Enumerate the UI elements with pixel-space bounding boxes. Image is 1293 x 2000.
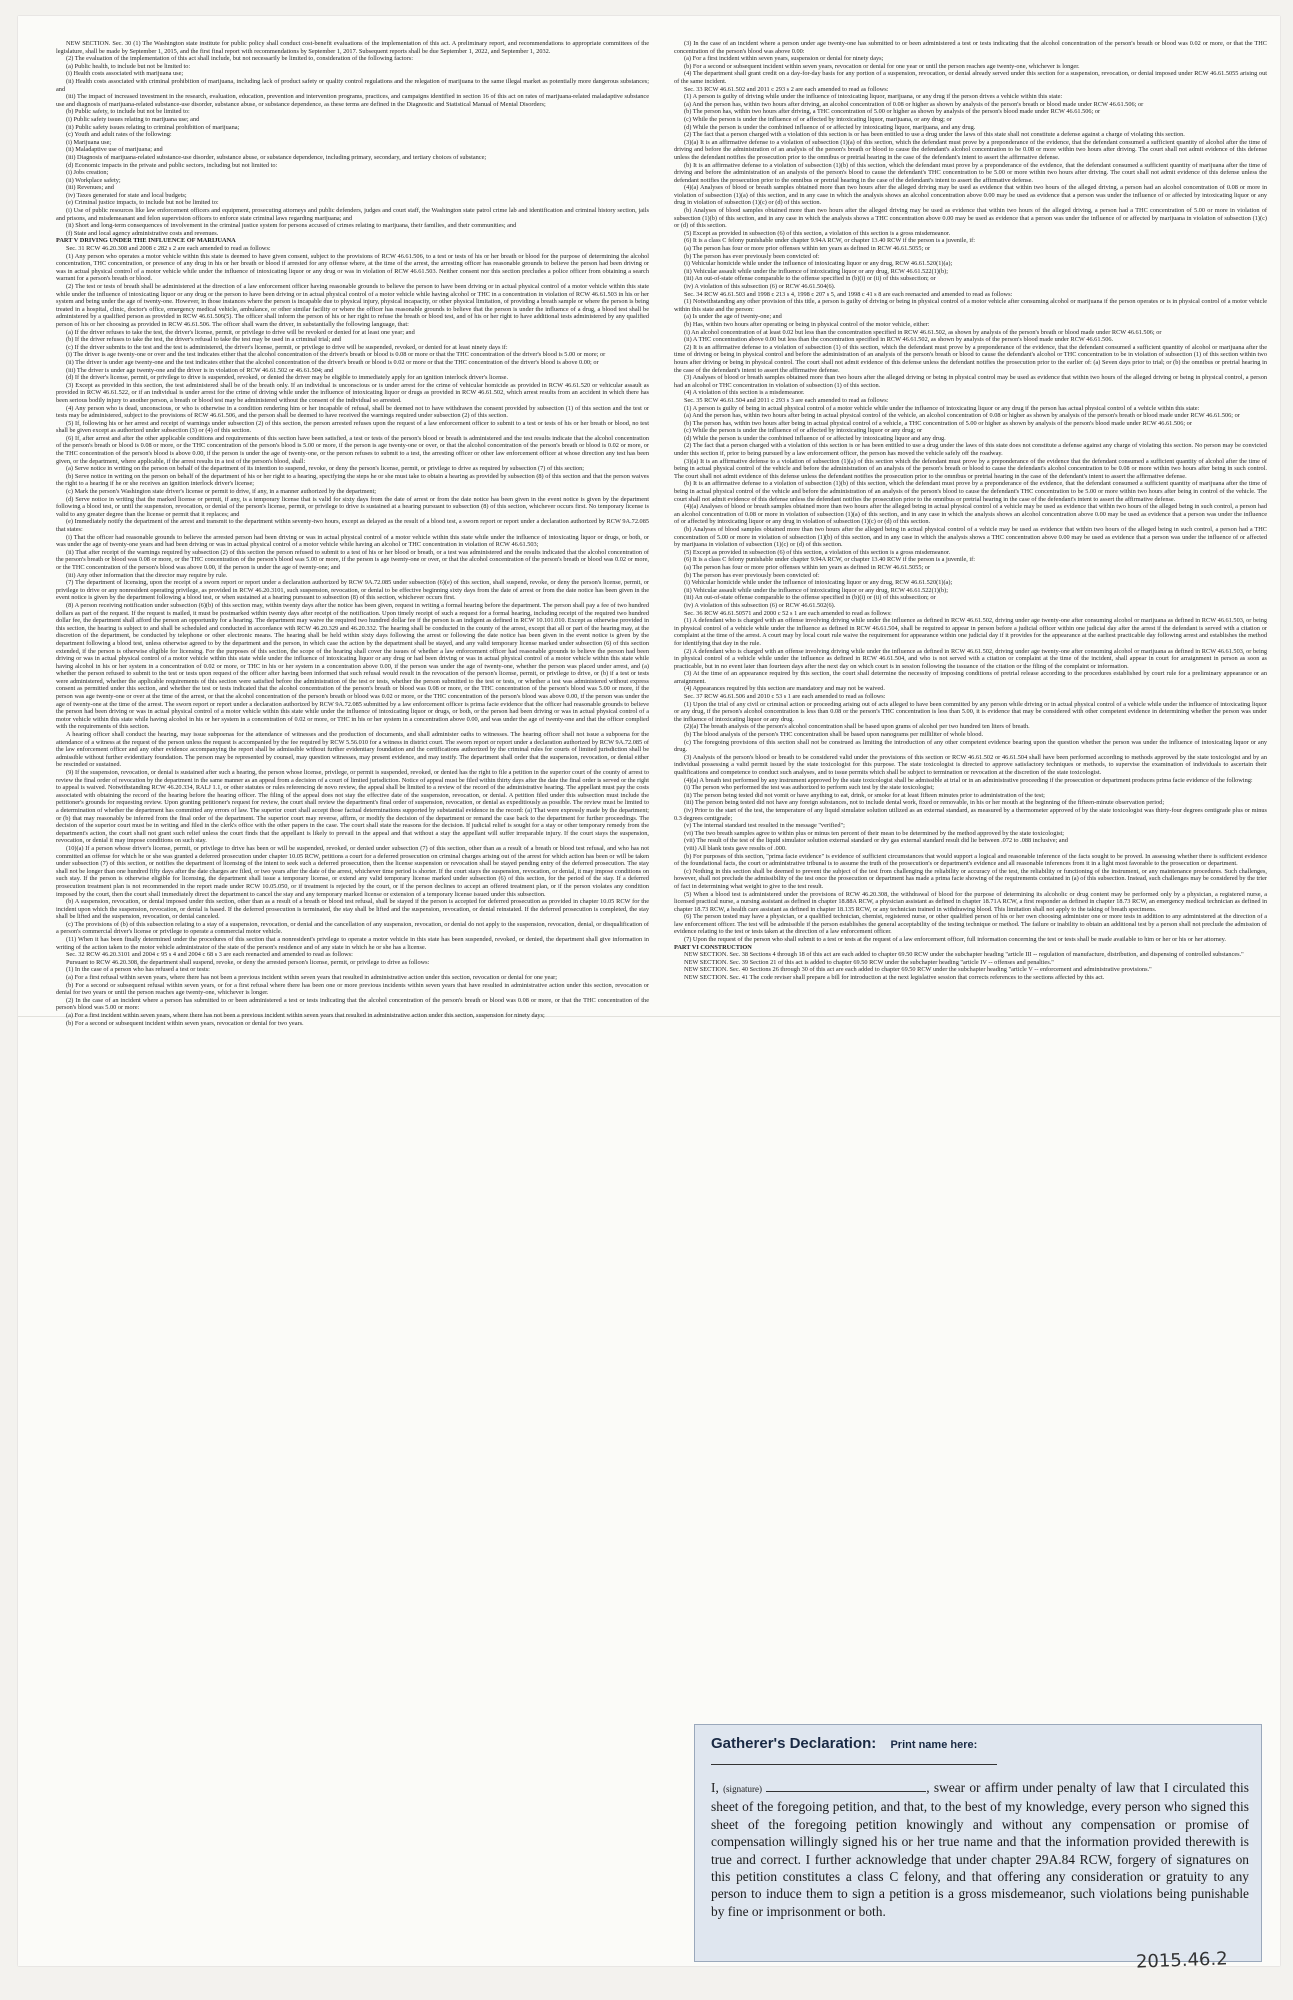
paragraph: (c) Mark the person's Washington state driver's license or permit to drive, if any, in a manner authorized by the department; [66,488,377,496]
paragraph: Sec. 32 RCW 46.20.3101 and 2004 c 95 s 4 and 2004 c 68 s 3 are each reenacted and amended to read as follows: [66,951,353,959]
paragraph: (vii) The result of the test of the liquid simulator solution external standard or dry gas external standard result did lie between .072 to .088 inclusive; and [684,837,1068,845]
paragraph: (2) In the case of an incident where a person has submitted to or been administered a test or tests indicating that the alcohol concentration of the person's breath or blood was 0.08 or more, or that the THC concentration of the person's blood was 5.00 or more: [56,996,649,1012]
gatherers-declaration-box [694,1724,1262,1962]
right-text-column [674,40,1267,1710]
i-label: I, [711,1780,719,1795]
paragraph: (6) The person tested may have a physician, or a qualified technician, chemist, registered nurse, or other qualified person of his or her own choosing administer one or more tests in addition to any administered at the direction of a law enforcement officer. The test will be admissible if the person establishes the general acceptability of the testing technique or method. The failure or inability to obtain an additional test by a person shall not preclude the admission of evidence relating to the test or tests taken at the direction of a law enforcement officer. [674,913,1267,936]
paragraph: Sec. 37 RCW 46.61.506 and 2010 c 53 s 1 are each amended to read as follows: [684,693,886,701]
paragraph: (5) When a blood test is administered under the provisions of RCW 46.20.308, the withdrawal of blood for the purpose of determining its alcoholic or drug content may be performed only by a physician, a registered nurse, a licensed practical nurse, a nursing assistant as defined in chapter 18.88A RCW, a physician assistant as defined in chapter 18.71A RCW, a first responder as defined in chapter 18.73 RCW, an emergency medical technician as defined in chapter 18.73 RCW, a health care assistant as defined in chapter 18.135 RCW, or any technician trained in withdrawing blood. This limitation shall not apply to the taking of breath specimens. [674,890,1267,913]
paragraph: (1) A person is guilty of being in actual physical control of a motor vehicle while under the influence of intoxicating liquor or any drug if the person has actual physical control of a vehicle within this state: [684,404,1200,412]
paragraph: (b) For a second or subsequent refusal within seven years, or for a first refusal where there has been one or more previous incidents within seven years that have resulted in administrative action under this section, revocation or denial for two years or until the person reaches age twenty-one, whichever is longer. [56,981,649,997]
paragraph: (i) Marijuana use; [66,138,112,146]
paragraph: (a) The person has four or more prior offenses within ten years as defined in RCW 46.61.5055; or [684,245,931,253]
paragraph: (b) For purposes of this section, "prima facie evidence" is evidence of sufficient circumstances that would support a logical and reasonable inference of the facts sought to be proved. In assessing whether there is sufficient evidence of the foundational facts, the court or administrative tribunal is to assume the truth of the prosecution's or department's evidence and all reasonable inferences from it in a light most favorable to the prosecution or department. [674,852,1267,868]
paragraph: (b) The person has, within two hours after being in actual physical control of a vehicle, a THC concentration of 5.00 or higher as shown by analysis of the person's blood made under RCW 46.61.506; or [684,419,1192,427]
paragraph: (viii) All blank tests gave results of .000. [684,844,787,852]
left-text-column [56,40,649,1966]
paragraph: (iii) An out-of-state offense comparable to the offense specified in (b)(i) or (ii) of this subsection; or [684,594,936,602]
paragraph: (f) State and local agency administrative costs and revenues. [66,229,219,237]
paragraph: NEW SECTION. Sec. 41 The code reviser shall prepare a bill for introduction at the next legislative session that corrects references to the sections affected by this act. [684,974,1105,982]
gatherer-title: Gatherer's Declaration: [711,1735,877,1752]
paragraph: (3)(a) It is an affirmative defense to a violation of subsection (1)(a) of this section which the defendant must prove by a preponderance of the evidence that the defendant consumed a sufficient quantity of alcohol after the time of being in actual physical control of the vehicle and before the administration of an analysis of the person's breath or blood to cause the defendant's alcohol concentration to be 0.08 or more within two hours after being in such control. The court shall not admit evidence of this defense unless the defendant notifies the prosecution prior to the omnibus or pretrial hearing in the case of the defendant's intent to assert the affirmative defense. [674,457,1267,480]
paragraph: (10)(a) If a person whose driver's license, permit, or privilege to drive has been or will be suspended, revoked, or denied under subsection (7) of this section, other than as a result of a breath or blood test refusal, and who has not committed an offense for which he or she was granted a deferred prosecution under chapter 10.05 RCW, petitions a court for a deferred prosecution on criminal charges arising out of the arrest for which action has been or will be taken under subsection (7) of this section, or notifies the department of licensing of the intent to seek such a deferred prosecution, then the license suspension or revocation shall be stayed pending entry of the deferred prosecution. The stay shall not be longer than one hundred fifty days after the date charges are filed, or two years after the date of the arrest, whichever time period is shorter. If the court stays the suspension, revocation, or denial, it may impose conditions on such stay. If the person is otherwise eligible for licensing, the department shall issue a temporary license, or extend any valid temporary license marked under subsection (6) of this section, for the period of the stay. If a deferred prosecution treatment plan is not recommended in the report made under RCW 10.05.050, or if treatment is rejected by the court, or if the person declines to accept an offered treatment plan, or if the person violates any condition imposed by the court, then the court shall immediately direct the department to cancel the stay and any temporary marked license or extension of a temporary license issued under this subsection. [56,844,649,898]
paragraph: (v) The internal standard test resulted in the message "verified"; [684,822,845,830]
paragraph: (1) Any person who operates a motor vehicle within this state is deemed to have given consent, subject to the provisions of RCW 46.61.506, to a test or tests of his or her breath or blood for the purpose of determining the alcohol concentration, THC concentration, or presence of any drug in his or her breath or blood if arrested for any offense where, at the time of the arrest, the arresting officer has reasonable grounds to believe the person had been driving or was in actual physical control of a motor vehicle while under the influence of intoxicating liquor or any drug or was in violation of RCW 46.61.503. Neither consent nor this section precludes a police officer from obtaining a search warrant for a person's breath or blood. [56,252,649,283]
paragraph: (ii) Workplace safety; [66,176,121,184]
paragraph: (2) It is an affirmative defense to a violation of subsection (1) of this section, which the defendant must prove by a preponderance of the evidence, that the defendant consumed a sufficient quantity of alcohol or marijuana after the time of driving or being in physical control and before the administration of an analysis of the person's breath or blood to cause the defendant's alcohol or THC concentration to be in violation of subsection (1) of this section within two hours after driving or being in physical control. The court shall not admit evidence of this defense unless the defendant notifies the prosecution prior to the earlier of: (a) Seven days prior to trial; or (b) the omnibus or pretrial hearing in the case of the defendant's intent to assert the affirmative defense. [674,343,1267,374]
paragraph: (1) Upon the trial of any civil or criminal action or proceeding arising out of acts alleged to have been committed by any person while driving or in actual physical control of a vehicle while under the influence of intoxicating liquor or any drug, if the person's alcohol concentration is less than 0.08 or the person's THC concentration is less than 5.00, it is evidence that may be considered with other competent evidence in determining whether the person was under the influence of intoxicating liquor or any drug. [674,700,1267,723]
declaration-body: , swear or affirm under penalty of law that I circulated this sheet of the foregoing petition, and that, to the best of my knowledge, every person who signed this sheet of the foregoing petition knowingly and without any compensation or promise of compensation willingly signed his or her true name and that the information provided therewith is true and correct. I further acknowledge that under chapter 29A.84 RCW, forgery of signatures on this petition constitutes a class C felony, and that offering any consideration or gratuity to any person to induce them to sign a petition is a gross misdemeanor, such violations being punishable by fine or imprisonment or both. [711,1780,1249,1919]
signature-label: (signature) [723,1784,763,1794]
paragraph: (a) And the person has, within two hours after driving, an alcohol concentration of 0.08 or higher as shown by analysis of the person's breath or blood made under RCW 46.61.506; or [684,100,1144,108]
paragraph: (a) For a first refusal within seven years, where there has not been a previous incident within seven years that resulted in administrative action under this section, revocation or denial for one year; [66,974,557,982]
section-heading: PART VI CONSTRUCTION [674,943,752,951]
paragraph: (b) Analyses of blood samples obtained more than two hours after the alleged driving may be used as evidence that within two hours of the alleged driving, a person had a THC concentration of 5.00 or more in violation of subsection (1)(b) of this section, and in any case in which the analysis shows a THC concentration above 0.00 may be used as evidence that a person was under the influence of or affected by marijuana in violation of subsection (1)(c) or (d) of this section. [674,207,1267,230]
paragraph: (c) While the person is under the influence of or affected by intoxicating liquor or any drug; or [684,427,923,435]
paragraph: (7) The department of licensing, upon the receipt of a sworn report or report under a declaration authorized by RCW 9A.72.085 under subsection (6)(e) of this section, shall suspend, revoke, or deny the person's license, permit, or privilege to drive or any nonresident operating privilege, as provided in RCW 46.20.3101, such suspension, revocation, or denial to be effective beginning sixty days from the date of arrest or from the date notice has been given in the event notice is given by the department following a blood test, or when sustained at a hearing pursuant to subsection (8) of this section, whichever occurs first. [56,579,649,602]
paragraph: (e) Criminal justice impacts, to include but not be limited to: [66,199,219,207]
paragraph: (ii) A THC concentration above 0.00 but less than the concentration specified in RCW 46.61.502, as shown by analysis of the person's blood made under RCW 46.61.506. [684,336,1114,344]
paragraph: (iii) Diagnosis of marijuana-related substance-use disorder, substance abuse, or substance dependence, including primary, secondary, and tertiary choices of substance; [66,153,487,161]
paragraph: (c) If the driver submits to the test and the test is administered, the driver's license, permit, or privilege to drive will be suspended, revoked, or denied for at least ninety days if: [66,343,508,351]
paragraph: (b) Has, within two hours after operating or being in physical control of the motor vehicle, either: [684,320,930,328]
paragraph: (b) The person has, within two hours after driving, a THC concentration of 5.00 or higher as shown by analysis of the person's blood made under RCW 46.61.506; or [684,108,1101,116]
paragraph: (iii) Revenues; and [66,184,114,192]
paragraph: (a) For a first incident within seven years, suspension or denial for ninety days; [684,55,884,63]
paragraph: (3)(a) It is an affirmative defense to a violation of subsection (1)(a) of this section, which the defendant must prove by a preponderance of the evidence, that the defendant consumed a sufficient quantity of alcohol after the time of driving and before the administration of an analysis of the person's breath or blood to cause the defendant's alcohol concentration to be 0.08 or more within two hours after driving. The court shall not admit evidence of this defense unless the defendant notifies the prosecution prior to the omnibus or pretrial hearing in the case of the defendant's intent to assert the affirmative defense. [674,138,1267,161]
paragraph: (5) If, following his or her arrest and receipt of warnings under subsection (2) of this section, the person arrested refuses upon the request of a law enforcement officer to submit to a test or tests of his or her breath or blood, no test shall be given except as authorized under subsection (3) or (4) of this section. [56,419,649,435]
paragraph: (i) Health costs associated with marijuana use; [66,70,184,78]
paragraph: (4)(a) Analyses of blood or breath samples obtained more than two hours after the alleged driving may be used as evidence that within two hours of the alleged driving, a person had an alcohol concentration of 0.08 or more in violation of subsection (1)(a) of this section, and in any case in which the analysis shows an alcohol concentration above 0.00 may be used as evidence that a person was under the influence of or affected by intoxicating liquor or any drug in violation of subsection (1)(c) or (d) of this section. [674,184,1267,207]
paragraph: (iii) The person being tested did not have any foreign substances, not to include dental work, fixed or removable, in his or her mouth at the beginning of the fifteen-minute observation period; [684,799,1165,807]
paragraph: (b) Serve notice in writing on the person on behalf of the department of his or her right to a hearing, specifying the steps he or she must take to obtain a hearing as provided by subsection (8) of this section and that the person waives the right to a hearing if he or she receives an ignition interlock driver's license; [56,472,649,488]
paragraph: (b) For a second or subsequent incident within seven years, revocation or denial for one year or until the person reaches age twenty-one, whichever is longer. [684,62,1080,70]
paragraph: (a) Is under the age of twenty-one; and [684,313,782,321]
declaration-text [711,1779,1249,1920]
paragraph: (a) And the person has, within two hours after being in actual physical control of the vehicle, an alcohol concentration of 0.08 or higher as shown by analysis of the person's breath or blood made under RCW 46.61.506; or [684,412,1240,420]
paragraph: NEW SECTION. Sec. 38 Sections 4 through 18 of this act are each added to chapter 69.50 RCW under the subchapter heading "article III -- regulation of manufacture, distribution, and dispensing of controlled substances." [684,951,1244,959]
paragraph: (d) Serve notice in writing that the marked license or permit, if any, is a temporary license that is valid for sixty days from the date of arrest or from the date notice has been given in the event notice is given by the department following a blood test, or until the suspension, revocation, or denial of the person's license, permit, or privilege to drive is sustained at a hearing pursuant to subsection (8) of this section, whichever occurs first. No temporary license is valid to any greater degree than the license or permit that it replaces; and [56,495,649,518]
paragraph: (d) If the driver's license, permit, or privilege to drive is suspended, revoked, or denied the driver may be eligible to immediately apply for an ignition interlock driver's license. [66,374,509,382]
paragraph: (b) The blood analysis of the person's THC concentration shall be based upon nanograms per milliliter of whole blood. [684,731,984,739]
section-heading: PART V DRIVING UNDER THE INFLUENCE OF MARIJUANA [56,237,236,245]
paragraph: (i) Vehicular homicide while under the influence of intoxicating liquor or any drug, RCW 46.61.520(1)(a); [684,260,953,268]
paragraph: (3) Analyses of blood or breath samples obtained more than two hours after the alleged driving or being in physical control may be used as evidence that within two hours of the alleged driving or being in physical control, a person had an alcohol or THC concentration in violation of subsection (1) of this section. [674,374,1267,389]
paragraph: (3) Except as provided in this section, the test administered shall be of the breath only. If an individual is unconscious or is under arrest for the crime of vehicular homicide as provided in RCW 46.61.520 or vehicular assault as provided in RCW 46.61.522, or if an individual is under arrest for the crime of driving while under the influence of intoxicating liquor or drugs as provided in RCW 46.61.502, which arrest results from an accident in which there has been serious bodily injury to another person, a breath or blood test may be administered without the consent of the individual so arrested. [56,381,649,404]
paragraph: (iv) Prior to the start of the test, the temperature of any liquid simulator solution utilized as an external standard, as measured by a thermometer approved of by the state toxicologist was thirty-four degrees centigrade plus or minus 0.3 degrees centigrade; [674,806,1267,822]
paragraph: (2) The fact that a person charged with a violation of this section is or has been entitled to use a drug under the laws of this state does not constitute a defense against any charge of violating this section. No person may be convicted under this section if, prior to being pursued by a law enforcement officer, the person has moved the vehicle safely off the roadway. [674,442,1267,458]
paragraph: (ii) That after receipt of the warnings required by subsection (2) of this section the person refused to submit to a test of his or her blood or breath, or a test was administered and the results indicated that the alcohol concentration of the person's breath or blood was 0.08 or more, or the THC concentration of the person's blood was 5.00 or more, if the person is age twenty-one or over, or that the alcohol concentration of the person's breath or blood was 0.02 or more, or the THC concentration of the person's blood was above 0.00, if the person is under the age of twenty-one; and [56,548,649,571]
paragraph: (b) If the driver refuses to take the test, the driver's refusal to take the test may be used in a criminal trial; and [66,336,341,344]
paragraph: (c) Youth and adult rates of the following: [66,131,172,139]
paragraph: (b) Analyses of blood samples obtained more than two hours after the alleged being in actual physical control of a vehicle may be used as evidence that within two hours of the alleged being in such control, a person had a THC concentration of 5.00 or more in violation of subsection (1)(b) of this section, and in any case in which the analysis shows a THC concentration above 0.00 may be used as evidence that a person was under the influence of or affected by marijuana in violation of subsection (1)(c) or (d) of this section. [674,526,1267,549]
paragraph: (6) If, after arrest and after the other applicable conditions and requirements of this section have been satisfied, a test or tests of the person's blood or breath is administered and the test results indicate that the alcohol concentration of the person's breath or blood is 0.08 or more, or the THC concentration of the person's blood is 5.00 or more, if the person is age twenty-one or over, or that the alcohol concentration of the person's breath or blood is 0.02 or more, or the THC concentration of the person's blood is above 0.00, if the person is under the age of twenty-one, or the person refuses to submit to a test, the arresting officer or other law enforcement officer at whose direction any test has been given, or the department, where applicable, if the arrest results in a test of the person's blood, shall: [56,434,649,465]
paragraph: (a) For a first incident within seven years, where there has not been a previous incident within seven years that resulted in administrative action under this section, suspension for ninety days; [66,1012,545,1019]
paragraph: (i) Jobs creation; [66,169,109,177]
paragraph: (1) Notwithstanding any other provision of this title, a person is guilty of driving or being in physical control of a motor vehicle after consuming alcohol or marijuana if the person operates or is in physical control of a motor vehicle within this state and the person: [674,298,1267,313]
paragraph: Pursuant to RCW 46.20.308, the department shall suspend, revoke, or deny the arrested person's license, permit, or privilege to drive as follows: [66,958,430,966]
paragraph: (vi) The two breath samples agree to within plus or minus ten percent of their mean to be determined by the method approved by the state toxicologist; [684,829,1065,837]
paragraph: (i) That the officer had reasonable grounds to believe the arrested person had been driving or was in actual physical control of a motor vehicle within this state while under the influence of intoxicating liquor or drugs, or both, or was under the age of twenty-one years and had been driving or was in actual physical control of a motor vehicle while having an alcohol or THC concentration in violation of RCW 46.61.503; [56,533,649,549]
paragraph: NEW SECTION. Sec. 30 (1) The Washington state institute for public policy shall conduct cost-benefit evaluations of the implementation of this act. A preliminary report, and recommendations to appropriate committees of the legislature, shall be made by September 1, 2015, and the first final report with recommendations by September 1, 2017. Subsequent reports shall be due September 1, 2022, and September 1, 2032. [56,40,649,55]
paragraph: NEW SECTION. Sec. 39 Section 21 of this act is added to chapter 69.50 RCW under the subchapter heading "article IV -- offenses and penalties." [684,958,1054,966]
paragraph: (2) A defendant who is charged with an offense involving driving while under the influence as defined in RCW 46.61.502, driving under age twenty-one after consuming alcohol or marijuana as defined in RCW 46.61.503, or being in physical control of a vehicle while under the influence as defined in RCW 46.61.504, and who is not served with a citation or complaint at the time of the incident, shall appear in court for arraignment in person as soon as practicable, but in no event later than fourteen days after the next day on which court is in session following the issuance of the citation or the filing of the complaint or information. [674,647,1267,670]
paragraph: Sec. 35 RCW 46.61.504 and 2011 c 293 s 3 are each amended to read as follows: [684,396,889,404]
paragraph: (i) Vehicular homicide while under the influence of intoxicating liquor or any drug, RCW 46.61.520(1)(a); [684,579,953,587]
paragraph: (4) Any person who is dead, unconscious, or who is otherwise in a condition rendering him or her incapable of refusal, shall be deemed not to have withdrawn the consent provided by subsection (1) of this section and the test or tests may be administered, subject to the provisions of RCW 46.61.506, and the person shall be deemed to have received the warnings required under subsection (2) of this section. [56,404,649,420]
archive-stamp: 2015.46.2 [1135,1948,1228,1973]
paragraph: (2) The fact that a person charged with a violation of this section is or has been entitled to use a drug under the laws of this state shall not constitute a defense against a charge of violating this section. [684,131,1185,139]
paragraph: (ii) The person being tested did not vomit or have anything to eat, drink, or smoke for at least fifteen minutes prior to administration of the test; [684,791,1045,799]
paragraph: (b) A suspension, revocation, or denial imposed under this section, other than as a result of a breath or blood test refusal, shall be stayed if the person is accepted for deferred prosecution as provided in chapter 10.05 RCW for the incident upon which the suspension, revocation, or denial is based. If the deferred prosecution is terminated, the stay shall be lifted and the suspension, revocation, or denial reinstated. If the deferred prosecution is completed, the stay shall be lifted and the suspension, revocation, or denial canceled. [56,898,649,921]
paragraph: (iv) Taxes generated for state and local budgets; [66,191,187,199]
paragraph: Sec. 33 RCW 46.61.502 and 2011 c 293 s 2 are each amended to read as follows: [684,85,889,93]
paragraph: Sec. 34 RCW 46.61.503 and 1998 c 213 s 4, 1998 c 207 s 5, and 1998 c 41 s 8 are each reenacted and amended to read as follows: [684,290,1013,298]
paragraph: (iv) A violation of this subsection (6) or RCW 46.61.502(6). [684,601,836,609]
signature-line[interactable] [766,1779,926,1792]
paragraph: (i) Use of public resources like law enforcement officers and equipment, prosecuting attorneys and public defenders, judges and court staff, the Washington state patrol crime lab and identification and criminal history section, jails and prisons, and misdemeanant and felon supervision officers to enforce state criminal laws regarding marijuana; and [56,207,649,222]
paragraph: (4) A violation of this section is a misdemeanor. [684,389,805,397]
paragraph: (i) An alcohol concentration of at least 0.02 but less than the concentration specified in RCW 46.61.502, as shown by analysis of the person's breath or blood made under RCW 46.61.506; or [684,328,1162,336]
paragraph: (d) While the person is under the combined influence of or affected by intoxicating liquor and any drug. [684,434,946,442]
paragraph: (4)(a) A breath test performed by any instrument approved by the state toxicologist shall be admissible at trial or in an administrative proceeding if the prosecution or department produces prima facie evidence of the following: [684,776,1253,784]
paragraph: (ii) Health costs associated with criminal prohibition of marijuana, including lack of product safety or quality control regulations and the relegation of marijuana to the same illegal market as potentially more dangerous substances; and [56,77,649,93]
paragraph: (iv) A violation of this subsection (6) or RCW 46.61.504(6). [684,283,836,290]
paragraph: (c) While the person is under the influence of or affected by intoxicating liquor, marijuana, or any drug; or [684,115,952,123]
paragraph: (iii) The driver is under age twenty-one and the driver is in violation of RCW 46.61.502 or 46.61.504; and [66,366,334,374]
paragraph: (3) Analysis of the person's blood or breath to be considered valid under the provisions of this section or RCW 46.61.502 or 46.61.504 shall have been performed according to methods approved by the state toxicologist and by an individual possessing a valid permit issued by the state toxicologist for this purpose. The state toxicologist is directed to approve satisfactory techniques or methods, to supervise the examination of individuals to ascertain their qualifications and competence to conduct such analyses, and to issue permits which shall be subject to termination or revocation at the discretion of the state toxicologist. [674,753,1267,776]
paragraph: (b) The person has ever previously been convicted of: [684,252,820,260]
paragraph: (a) Public health, to include but not be limited to: [66,62,191,70]
paragraph: (ii) Public safety issues relating to criminal prohibition of marijuana; [66,123,240,131]
paragraph: (c) The foregoing provisions of this section shall not be construed as limiting the introduction of any other competent evidence bearing upon the question whether the person was under the influence of intoxicating liquor or any drug. [674,738,1267,754]
paragraph: (b) For a second or subsequent incident within seven years, revocation or denial for two years. [66,1019,304,1027]
paragraph: (a) If the driver refuses to take the test, the driver's license, permit, or privilege to drive will be revoked or denied for at least one year; and [66,328,415,336]
paragraph: Sec. 31 RCW 46.20.308 and 2008 c 282 s 2 are each amended to read as follows: [66,245,271,253]
print-name-label: Print name here: [890,1739,978,1751]
paragraph: (i) The driver is age twenty-one or over and the test indicates either that the alcohol concentration of the driver's breath or blood is 0.08 or more or that the THC concentration of the driver's blood is 5.00 or more; or [66,351,606,359]
paragraph: (b) Public safety, to include but not be limited to: [66,108,190,116]
paragraph: (6) It is a class C felony punishable under chapter 9.94A RCW, or chapter 13.40 RCW if the person is a juvenile, if: [684,556,975,564]
paragraph: (2)(a) The breath analysis of the person's alcohol concentration shall be based upon grams of alcohol per two hundred ten liters of breath. [684,723,1030,731]
paragraph: (2) The test or tests of breath shall be administered at the direction of a law enforcement officer having reasonable grounds to believe the person to have been driving or in actual physical control of a motor vehicle within this state while under the influence of intoxicating liquor or any drug or the person to have been driving or in actual physical control of a motor vehicle while having alcohol or THC in a concentration in violation of RCW 46.61.503 in his or her system and being under the age of twenty-one. However, in those instances where the person is incapable due to physical injury, physical incapacity, or other physical limitation, of providing a breath sample or where the person is being treated in a hospital, clinic, doctor's office, emergency medical vehicle, ambulance, or other similar facility or where the officer has reasonable grounds to believe that the person is under the influence of a drug, a blood test shall be administered by a qualified person as provided in RCW 46.61.506(5). The officer shall inform the person of his or her right to refuse the breath or blood test, and of his or her right to have additional tests administered by any qualified person of his or her choosing as provided in RCW 46.61.506. The officer shall warn the driver, in substantially the following language, that: [56,283,649,328]
paragraph: (1) A person is guilty of driving while under the influence of intoxicating liquor, marijuana, or any drug if the person drives a vehicle within this state: [684,93,1063,101]
paragraph: (1) A defendant who is charged with an offense involving driving while under the influence as defined in RCW 46.61.502, driving under age twenty-one after consuming alcohol or marijuana as defined in RCW 46.61.503, or being in physical control of a vehicle while under the influence as defined in RCW 46.61.504, shall be required to appear in person before a judicial officer within one judicial day after the arrest if the defendant is served with a citation or complaint at the time of the arrest. A court may by local court rule waive the requirement for appearance within one judicial day if it provides for the appearance at the earliest practicable day following arrest and establishes the method for identifying that day in the rule. [674,617,1267,647]
paragraph: Sec. 36 RCW 46.61.50571 and 2000 c 52 s 1 are each amended to read as follows: [684,609,892,617]
paragraph: (1) In the case of a person who has refused a test or tests: [66,966,210,974]
paragraph: (3) At the time of an appearance required by this section, the court shall determine the necessity of imposing conditions of pretrial release according to the procedures established by court rule for a preliminary appearance or an arraignment. [674,670,1267,685]
paragraph: (a) The person has four or more prior offenses within ten years as defined in RCW 46.61.5055; or [684,563,931,571]
paragraph: (4) Appearances required by this section are mandatory and may not be waived. [684,685,885,693]
paragraph: (3) In the case of an incident where a person under age twenty-one has submitted to or been administered a test or tests indicating that the alcohol concentration of the person's breath or blood was 0.02 or more, or that the THC concentration of the person's blood was above 0.00: [674,40,1267,55]
paragraph: (a) Serve notice in writing on the person on behalf of the department of its intention to suspend, revoke, or deny the person's license, permit, or privilege to drive as required by subsection (7) of this section; [66,465,585,473]
paragraph: (b) It is an affirmative defense to a violation of subsection (1)(b) of this section, which the defendant must prove by a preponderance of the evidence, that the defendant consumed a sufficient quantity of marijuana after the time of driving and before the administration of an analysis of the person's blood to cause the defendant's THC concentration to be 5.00 or more within two hours after driving. The court shall not admit evidence of this defense unless the defendant notifies the prosecution prior to the omnibus or pretrial hearing in the case of the defendant's intent to assert the affirmative defense. [674,161,1267,184]
paragraph: (4)(a) Analyses of blood or breath samples obtained more than two hours after the alleged being in actual physical control of a vehicle may be used as evidence that within two hours of the alleged being in such control, a person had an alcohol concentration of 0.08 or more in violation of subsection (1)(a) of this section, and in any case in which the analysis shows an alcohol concentration above 0.00 may be used as evidence that a person was under the influence of or affected by intoxicating liquor or any drug in violation of subsection (1)(c) or (d) of this section. [674,503,1267,526]
paragraph: (iii) Any other information that the director may require by rule. [66,571,228,579]
paragraph: (iii) The impact of increased investment in the research, evaluation, education, prevention and intervention programs, practices, and campaigns identified in section 16 of this act on rates of marijuana-related maladaptive substance use and diagnosis of marijuana-related substance-use disorder, substance abuse, or substance dependence, as these terms are defined in the Diagnostic and Statistical Manual of Mental Disorders; [56,93,649,108]
paragraph: NEW SECTION. Sec. 40 Sections 26 through 30 of this act are each added to chapter 69.50 RCW under the subchapter heading "article V -- enforcement and administrative provisions." [684,966,1152,974]
paragraph: (i) Public safety issues relating to marijuana use; and [66,115,200,123]
paragraph: A hearing officer shall conduct the hearing, may issue subpoenas for the attendance of witnesses and the production of documents, and shall administer oaths to witnesses. The hearing officer shall not issue a subpoena for the attendance of a witness at the request of the person unless the request is accompanied by the fee required by RCW 5.56.010 for a witness in district court. The sworn report or report under a declaration authorized by RCW 9A.72.085 of the law enforcement officer and any other evidence accompanying the report shall be admissible without further evidentiary foundation and the certifications authorized by the criminal rules for courts of limited jurisdiction shall be admissible without further evidentiary foundation. The person may be represented by counsel, may question witnesses, may present evidence, and may testify. The department shall order that the suspension, revocation, or denial either be rescinded or sustained. [56,731,649,769]
paragraph: (ii) The driver is under age twenty-one and the test indicates either that the alcohol concentration of the driver's breath or blood is 0.02 or more or that the THC concentration of the driver's blood is above 0.00; or [66,358,599,366]
paragraph: (b) It is an affirmative defense to a violation of subsection (1)(b) of this section, which the defendant must prove by a preponderance of the evidence, that the defendant consumed a sufficient quantity of marijuana after the time of being in actual physical control of the vehicle and before the administration of an analysis of the person's blood to cause the defendant's THC concentration to be 5.00 or more within two hours after being in control of the vehicle. The court shall not admit evidence of this defense unless the defendant notifies the prosecution prior to the omnibus or pretrial hearing in the case of the defendant's intent to assert the affirmative defense. [674,480,1267,503]
paragraph: (d) While the person is under the combined influence of or affected by intoxicating liquor, marijuana, and any drug. [684,123,976,131]
paragraph: (11) When it has been finally determined under the procedures of this section that a nonresident's privilege to operate a motor vehicle in this state has been suspended, revoked, or denied, the department shall give information in writing of the action taken to the motor vehicle administrator of the state of the person's residence and of any state in which he or she has a license. [56,936,649,951]
paragraph: (c) Nothing in this section shall be deemed to prevent the subject of the test from challenging the reliability or accuracy of the test, the reliability or functioning of the instrument, or any maintenance procedures. Such challenges, however, shall not preclude the admissibility of the test once the prosecution or department has made a prima facie showing of the requirements contained in (a) of this subsection. Instead, such challenges may be considered by the trier of fact in determining what weight to give to the test result. [674,867,1267,890]
print-name-line[interactable] [711,1754,997,1765]
paragraph: (ii) Short and long-term consequences of involvement in the criminal justice system for persons accused of crimes relating to marijuana, their families, and their communities; and [66,222,517,230]
paragraph: (ii) Vehicular assault while under the influence of intoxicating liquor or any drug, RCW 46.61.522(1)(b); [684,586,948,594]
paragraph: (i) The person who performed the test was authorized to perform such test by the state toxicologist; [684,784,934,792]
paragraph: (e) Immediately notify the department of the arrest and transmit to the department within seventy-two hours, except as delayed as the result of a blood test, a sworn report or report under a declaration authorized by RCW 9A.72.085 that states: [56,518,649,533]
paragraph: (c) The provisions of (b) of this subsection relating to a stay of a suspension, revocation, or denial and the cancellation of any suspension, revocation, or denial do not apply to the suspension, revocation, denial, or disqualification of a person's commercial driver's license or privilege to operate a commercial motor vehicle. [56,920,649,936]
paragraph: (8) A person receiving notification under subsection (6)(b) of this section may, within twenty days after the notice has been given, request in writing a formal hearing before the department. The person shall pay a fee of two hundred dollars as part of the request. If the request is mailed, it must be postmarked within twenty days after receipt of the notification. Upon timely receipt of such a request for a formal hearing, including receipt of the required two hundred dollar fee, the department shall afford the person an opportunity for a hearing. The department may waive the required two hundred dollar fee if the person is an indigent as defined in RCW 10.101.010. Except as otherwise provided in this section, the hearing is subject to and shall be scheduled and conducted in accordance with RCW 46.20.329 and 46.20.332. The hearing shall be conducted in the county of the arrest, except that all or part of the hearing may, at the discretion of the department, be conducted by telephone or other electronic means. The hearing shall be held within sixty days following the arrest or following the date notice has been given in the event notice is given by the department following a blood test, unless otherwise agreed to by the department and the person, in which case the action by the department shall be stayed, and any valid temporary license marked under subsection (6) of this section extended, if the person is otherwise eligible for licensing. For the purposes of this section, the scope of the hearing shall cover the issues of whether a law enforcement officer had reasonable grounds to believe the person had been driving or was in actual physical control of a motor vehicle within this state while under the influence of intoxicating liquor or any drug or had been driving or was in actual physical control of a motor vehicle within this state while having alcohol in his or her system in a concentration of 0.02 or more, or THC in his or her system in a concentration above 0.00, if the person was under the age of twenty-one, whether the person was placed under arrest, and (a) whether the person refused to submit to the test or tests upon request of the officer after having been informed that such refusal would result in the revocation of the person's license, permit, or privilege to drive, or (b) if a test or tests were administered, whether the applicable requirements of this section were satisfied before the administration of the test or tests, whether the person submitted to the test or tests, or whether a test was administered without express consent as permitted under this section, and whether the test or tests indicated that the alcohol concentration of the person's breath or blood was 0.08 or more, or the THC concentration of the person's blood was 5.00 or more, if the person was age twenty-one or over at the time of the arrest, or that the alcohol concentration of the person's breath or blood was 0.02 or more, or the THC concentration of the person's blood was above 0.00, if the person was under the age of twenty-one at the time of the arrest. The sworn report or report under a declaration authorized by RCW 9A.72.085 submitted by a law enforcement officer is prima facie evidence that the officer had reasonable grounds to believe the person had been driving or was in actual physical control of a motor vehicle within this state while under the influence of intoxicating liquor or drugs, or both, or the person had been driving or was in actual physical control of a motor vehicle within this state while having alcohol in his or her system in a concentration of 0.02 or more, or THC in his or her system in a concentration above 0.00, and was under the age of twenty-one and that the officer complied with the requirements of this section. [56,601,649,731]
paragraph: (d) Economic impacts in the private and public sectors, including but not limited to: [66,161,278,169]
paragraph: (7) Upon the request of the person who shall submit to a test or tests at the request of a law enforcement officer, full information concerning the test or tests shall be made available to him or her or his or her attorney. [684,936,1226,944]
paragraph: (5) Except as provided in subsection (6) of this section, a violation of this section is a gross misdemeanor. [684,229,951,237]
paragraph: (2) The evaluation of the implementation of this act shall include, but not necessarily be limited to, consideration of the following factors: [66,55,413,63]
paragraph: (b) The person has ever previously been convicted of: [684,571,820,579]
paragraph: (ii) Maladaptive use of marijuana; and [66,146,163,154]
paragraph: (4) The department shall grant credit on a day-for-day basis for any portion of a suspension, revocation, or denial already served under this section for a suspension, revocation, or denial imposed under RCW 46.61.5055 arising out of the same incident. [674,70,1267,85]
paragraph: (ii) Vehicular assault while under the influence of intoxicating liquor or any drug, RCW 46.61.522(1)(b); [684,267,948,275]
petition-page [18,16,1280,1966]
paragraph: (9) If the suspension, revocation, or denial is sustained after such a hearing, the person whose license, privilege, or permit is suspended, revoked, or denied has the right to file a petition in the superior court of the county of arrest to review the final order of revocation by the department in the same manner as an appeal from a decision of a court of limited jurisdiction. Notice of appeal must be filed within thirty days after the date the final order is served or the right to appeal is waived. Notwithstanding RCW 46.20.334, RALJ 1.1, or other statutes or rules referencing de novo review, the appeal shall be limited to a review of the record of the administrative hearing. The appellant must pay the costs associated with obtaining the record of the hearing before the hearing officer. The filing of the appeal does not stay the effective date of the suspension, revocation, or denial. A petition filed under this subsection must include the petitioner's grounds for requesting review. Upon granting petitioner's request for review, the court shall review the department's final order of suspension, revocation, or denial as expeditiously as possible. The review must be limited to a determination of whether the department has committed any errors of law. The superior court shall accept those factual determinations supported by substantial evidence in the record: (a) That were expressly made by the department; or (b) that may reasonably be inferred from the final order of the department. The superior court may reverse, affirm, or modify the decision of the department or remand the case back to the department for further proceedings. The decision of the superior court must be in writing and filed in the clerk's office with the other papers in the case. The court shall state the reasons for the decision. If judicial relief is sought for a stay or other temporary remedy from the department's action, the court shall not grant such relief unless the court finds that the appellant is likely to prevail in the appeal and that without a stay the appellant will suffer irreparable injury. If the court stays the suspension, revocation, or denial it may impose conditions on such stay. [56,769,649,845]
paragraph: (iii) An out-of-state offense comparable to the offense specified in (b)(i) or (ii) of this subsection; or [684,275,936,283]
paragraph: (5) Except as provided in subsection (6) of this section, a violation of this section is a gross misdemeanor. [684,548,951,556]
paragraph: (6) It is a class C felony punishable under chapter 9.94A RCW, or chapter 13.40 RCW if the person is a juvenile, if: [684,237,975,245]
gatherer-header [711,1735,1249,1769]
